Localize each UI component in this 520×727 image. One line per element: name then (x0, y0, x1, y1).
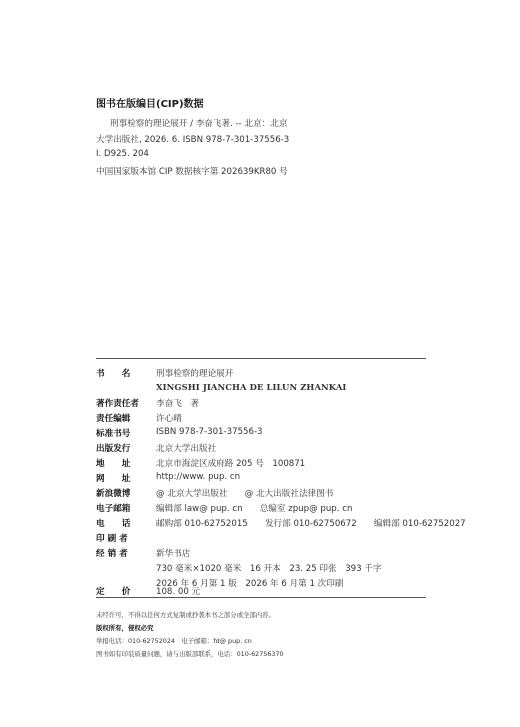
edition-value: 2026 年 6 月第 1 版 2026 年 6 月第 1 次印刷 (156, 579, 344, 589)
weibo-value: @ 北京大学出版社 @ 北大出版社法律图书 (156, 489, 334, 499)
phone-label: 电 话 (96, 519, 131, 529)
phone-value: 邮购部 010-62752015 发行部 010-62750672 编辑部 010-62752027 (156, 519, 466, 529)
address-label: 地 址 (96, 459, 131, 469)
footer-rights-text: 版权所有，侵权必究 (96, 624, 154, 632)
publisher-label: 出版发行 (96, 444, 131, 454)
author-value: 李奋飞 著 (156, 399, 199, 409)
format-value: 730 毫米×1020 毫米 16 开本 23. 25 印张 393 千字 (156, 564, 382, 574)
editor-value: 许心晴 (156, 414, 182, 424)
isbn-label: 标准书号 (96, 429, 131, 439)
cip-line-4: 中国国家版本馆 CIP 数据核字第 202639KR80 号 (96, 167, 288, 177)
cip-line-1: 刑事检察的理论展开 / 李奋飞著. -- 北京：北京 (110, 119, 288, 129)
printer-label: 印 刷 者 (96, 534, 128, 544)
footer-rights (96, 623, 154, 632)
footer-notice: 未经许可，不得以任何方式复制或抄袭本书之部分或全部内容。 (96, 611, 275, 619)
email-label: 电子邮箱 (96, 504, 131, 514)
bottom-divider (96, 597, 426, 598)
title-value: 刑事检察的理论展开 (156, 369, 234, 379)
price-value: 108. 00 元 (156, 587, 201, 597)
footer-report: 举报电话：010-62752024 电子邮箱：fd@ pup. cn (96, 637, 252, 645)
dealer-value: 新华书店 (156, 549, 191, 559)
dealer-label: 经 销 者 (96, 549, 128, 559)
top-divider (96, 358, 426, 359)
author-label: 著作责任者 (96, 399, 139, 409)
cip-line-3: Ⅰ. D925. 204 (96, 149, 149, 159)
website-label: 网 址 (96, 474, 131, 484)
cip-line-2: 大学出版社, 2026. 6. ISBN 978-7-301-37556-3 (96, 135, 290, 145)
footer-quality: 图书如有印装质量问题，请与出版部联系，电话：010-62756370 (96, 650, 284, 658)
editor-label: 责任编辑 (96, 414, 131, 424)
title-label: 书 名 (96, 369, 131, 379)
weibo-label: 新浪微博 (96, 489, 131, 499)
address-value: 北京市海淀区成府路 205 号 100871 (156, 459, 306, 469)
email-value: 编辑部 law@ pup. cn 总编室 zpup@ pup. cn (156, 504, 353, 514)
isbn-value: ISBN 978-7-301-37556-3 (156, 427, 263, 437)
cip-heading: 图书在版编目(CIP)数据 (96, 99, 204, 110)
website-value: http://www. pup. cn (156, 472, 241, 482)
title-pinyin: XINGSHI JIANCHA DE LILUN ZHANKAI (156, 382, 347, 392)
price-label: 定 价 (96, 587, 131, 597)
publisher-value: 北京大学出版社 (156, 444, 217, 454)
